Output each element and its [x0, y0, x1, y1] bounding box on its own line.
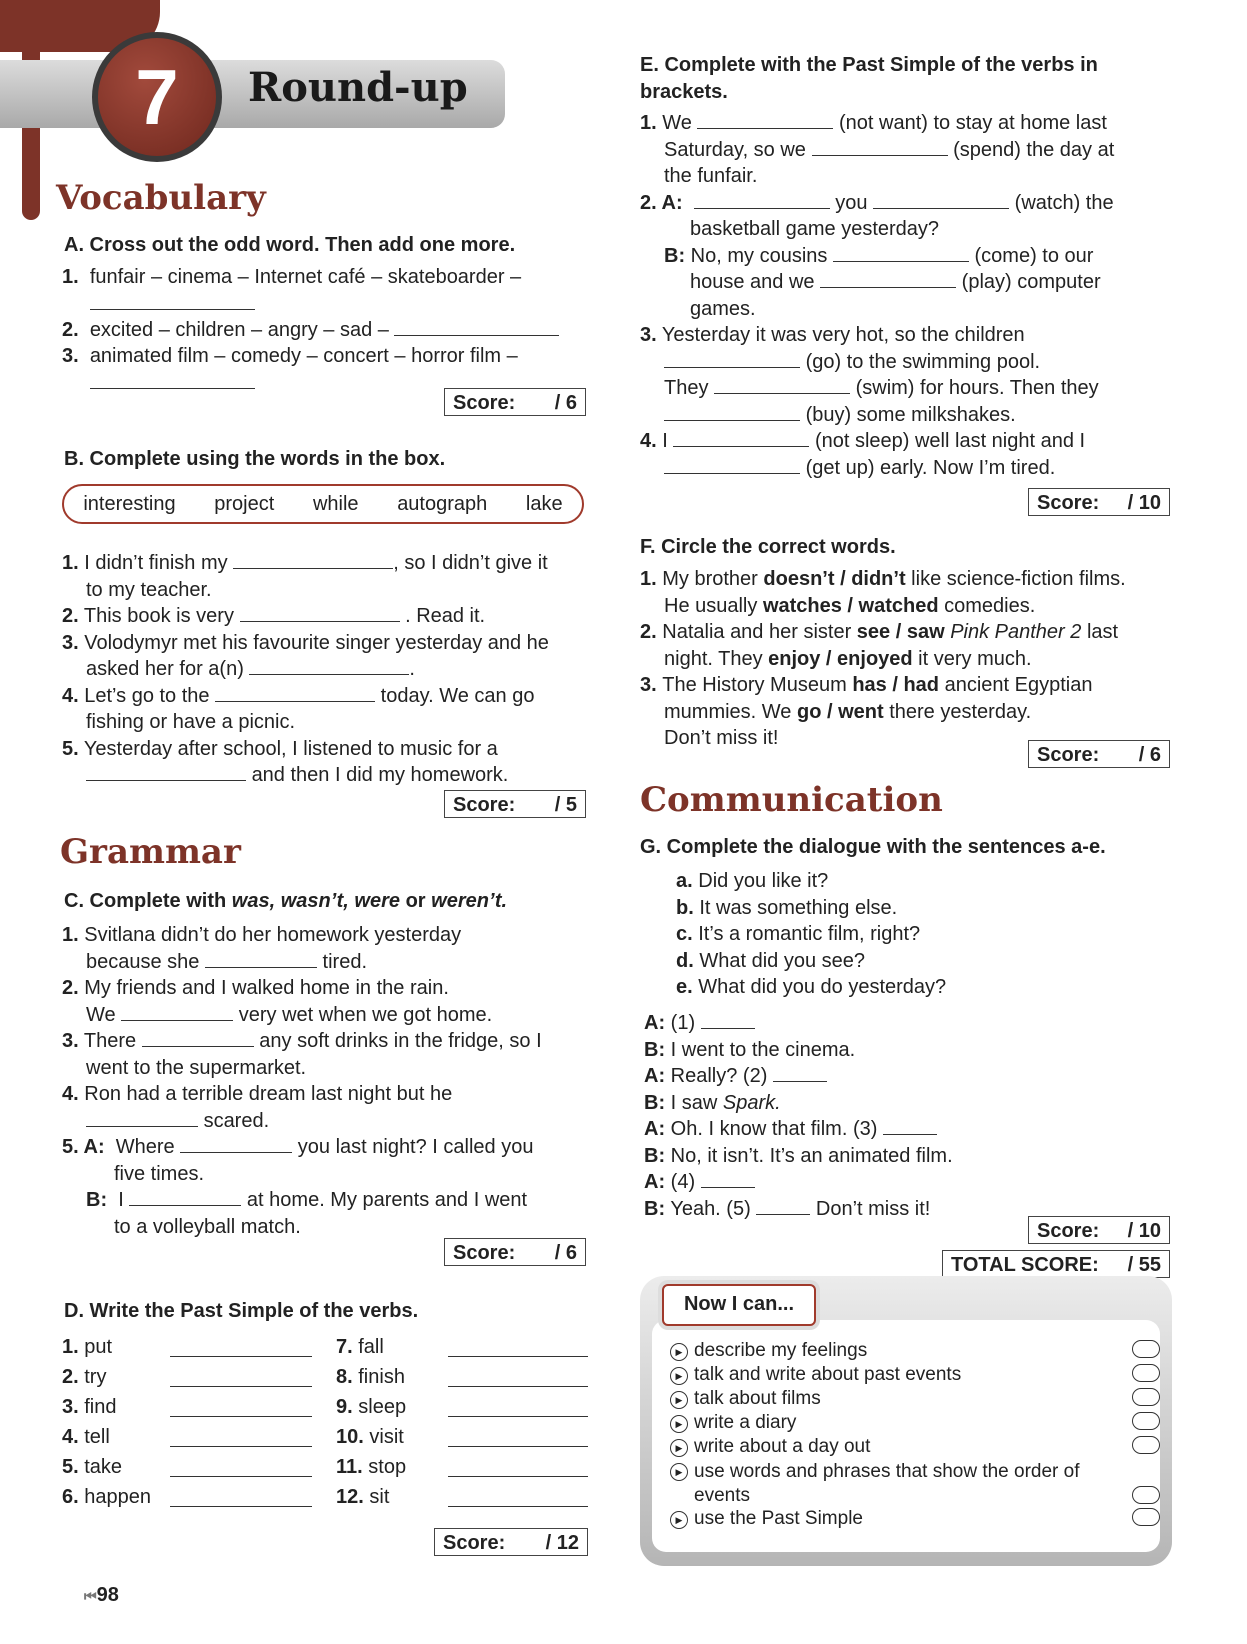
- dialogue-line: A: Really? (2): [644, 1063, 953, 1090]
- list-item: games.: [690, 297, 756, 320]
- answer-blank[interactable]: [694, 190, 830, 209]
- answer-blank[interactable]: [205, 949, 317, 968]
- answer-blank[interactable]: [233, 550, 393, 569]
- list-item: 2. This book is very . Read it.: [62, 605, 486, 627]
- dialogue-line: B: Yeah. (5) Don’t miss it!: [644, 1197, 931, 1220]
- list-item: 4. Ron had a terrible dream last night but he: [62, 1083, 453, 1105]
- list-item: 3. animated film – comedy – concert – horror film –: [62, 345, 518, 367]
- play-icon: ▶: [670, 1439, 688, 1457]
- can-do-item: ▶ use words and phrases that show the order of events: [670, 1460, 1160, 1508]
- list-item: 4. Let’s go to the today. We can go: [62, 684, 535, 707]
- answer-blank[interactable]: [86, 762, 246, 781]
- answer-blank[interactable]: [170, 1398, 312, 1417]
- unit-title: Round-up: [248, 64, 468, 111]
- answer-blank[interactable]: [129, 1187, 241, 1206]
- score-box-a: Score: / 6: [444, 388, 586, 416]
- score-box-g: Score: / 10: [1028, 1216, 1170, 1244]
- checkbox-oval[interactable]: [1132, 1388, 1160, 1406]
- verb-row: 12. sit: [336, 1482, 596, 1512]
- answer-blank[interactable]: [180, 1134, 292, 1153]
- task-b-title: B. Complete using the words in the box.: [64, 448, 446, 470]
- answer-blank[interactable]: [664, 402, 800, 421]
- list-item: 2. Natalia and her sister see / saw Pink Panther 2 last: [640, 621, 1119, 643]
- answer-blank[interactable]: [170, 1458, 312, 1477]
- answer-blank[interactable]: [833, 243, 969, 262]
- answer-blank[interactable]: [664, 349, 800, 368]
- list-item: 5. Yesterday after school, I listened to music for a: [62, 737, 498, 760]
- answer-blank[interactable]: [448, 1338, 588, 1357]
- task-a-list: [62, 264, 592, 396]
- dialogue-line: A: (1): [644, 1010, 953, 1037]
- list-item: to my teacher.: [86, 578, 212, 601]
- score-box-f: Score: / 6: [1028, 740, 1170, 768]
- verb-row: 11. stop: [336, 1452, 596, 1482]
- dialogue-line: B: I saw Spark.: [644, 1091, 781, 1114]
- verb-row: 10. visit: [336, 1422, 596, 1452]
- answer-blank[interactable]: [873, 190, 1009, 209]
- list-item: (get up) early. Now I’m tired.: [640, 455, 1200, 482]
- answer-blank[interactable]: [773, 1063, 827, 1082]
- list-item: 3. Yesterday it was very hot, so the children: [640, 324, 1025, 346]
- verb-row: 9. sleep: [336, 1392, 596, 1422]
- list-item: asked her for a(n) .: [86, 658, 415, 680]
- play-icon: ▶: [670, 1463, 688, 1481]
- answer-blank[interactable]: [701, 1169, 755, 1188]
- checkbox-oval[interactable]: [1132, 1508, 1160, 1526]
- play-icon: ▶: [670, 1415, 688, 1433]
- list-item: (buy) some milkshakes.: [640, 402, 1200, 429]
- can-do-item: ▶ write a diary: [670, 1412, 1160, 1436]
- can-do-item: ▶ talk about films: [670, 1388, 1160, 1412]
- now-i-can-list: [670, 1340, 1160, 1532]
- verb-row: 4. tell: [62, 1422, 322, 1452]
- verb-row: 6. happen: [62, 1482, 322, 1512]
- list-item: 2. My friends and I walked home in the rain.: [62, 977, 449, 999]
- word-box-item: project: [214, 492, 275, 515]
- list-item: to a volleyball match.: [114, 1215, 301, 1238]
- dialogue-line: B: I went to the cinema.: [644, 1038, 856, 1061]
- list-item: We very wet when we got home.: [86, 1003, 493, 1026]
- dialogue-line: A: Oh. I know that film. (3): [644, 1116, 953, 1143]
- answer-blank[interactable]: [394, 317, 559, 336]
- word-box-item: interesting: [83, 492, 176, 515]
- verb-row: 7. fall: [336, 1332, 596, 1362]
- answer-blank[interactable]: [90, 291, 255, 310]
- answer-blank[interactable]: [448, 1458, 588, 1477]
- score-box-e: Score: / 10: [1028, 488, 1170, 516]
- answer-blank[interactable]: [121, 1002, 233, 1021]
- dialogue-line: B: No, it isn’t. It’s an animated film.: [644, 1144, 953, 1167]
- answer-blank[interactable]: [90, 370, 255, 389]
- list-item: e. What did you do yesterday?: [676, 976, 947, 998]
- list-item: They (swim) for hours. Then they: [664, 377, 1099, 399]
- task-c-title: C. Complete with was, wasn’t, were or weren’t.: [64, 890, 508, 912]
- list-item: basketball game yesterday?: [690, 218, 940, 240]
- checkbox-oval[interactable]: [1132, 1436, 1160, 1454]
- list-item: [62, 291, 592, 317]
- word-box-item: while: [312, 492, 359, 515]
- list-item: c. It’s a romantic film, right?: [676, 923, 921, 945]
- play-icon: ▶: [670, 1367, 688, 1385]
- task-f-list: [640, 566, 1200, 752]
- task-e-title: E. Complete with the Past Simple of the verbs in brackets.: [640, 54, 1098, 103]
- answer-blank[interactable]: [883, 1116, 937, 1135]
- task-g-title: G. Complete the dialogue with the sentences a-e.: [640, 836, 1106, 858]
- section-title-communication: Communication: [640, 780, 943, 820]
- play-icon: ▶: [670, 1391, 688, 1409]
- answer-blank[interactable]: [215, 683, 375, 702]
- answer-blank[interactable]: [448, 1398, 588, 1417]
- answer-blank[interactable]: [448, 1428, 588, 1447]
- list-item: went to the supermarket.: [86, 1056, 307, 1079]
- list-item: 1. I didn’t finish my , so I didn’t give it: [62, 552, 548, 574]
- list-item: b. It was something else.: [676, 896, 898, 919]
- checkbox-oval[interactable]: [1132, 1340, 1160, 1358]
- word-box-item: autograph: [397, 492, 488, 515]
- can-do-item: ▶ write about a day out: [670, 1436, 1160, 1460]
- answer-blank[interactable]: [697, 110, 833, 129]
- play-icon: ▶: [670, 1511, 688, 1529]
- task-c-list: [62, 922, 602, 1240]
- list-item: house and we (play) computer: [690, 271, 1101, 293]
- answer-blank[interactable]: [756, 1196, 810, 1215]
- answer-blank[interactable]: [249, 656, 409, 675]
- task-d-left-column: [62, 1332, 322, 1512]
- task-b-list: [62, 550, 602, 789]
- verb-row: 3. find: [62, 1392, 322, 1422]
- verb-row: 8. finish: [336, 1362, 596, 1392]
- answer-blank[interactable]: [240, 603, 400, 622]
- list-item: the funfair.: [664, 165, 758, 187]
- can-do-item: ▶ talk and write about past events: [670, 1364, 1160, 1388]
- answer-blank[interactable]: [664, 455, 800, 474]
- score-box-d: Score: / 12: [434, 1528, 588, 1556]
- section-title-vocabulary: Vocabulary: [56, 178, 266, 218]
- task-e-list: [640, 110, 1200, 481]
- answer-blank[interactable]: [812, 137, 948, 156]
- answer-blank[interactable]: [142, 1028, 254, 1047]
- checkbox-oval[interactable]: [1132, 1412, 1160, 1430]
- list-item: and then I did my homework.: [62, 762, 602, 789]
- play-icon: ▶: [670, 1343, 688, 1361]
- total-score-box: TOTAL SCORE: / 55: [942, 1250, 1170, 1278]
- checkbox-oval[interactable]: [1132, 1364, 1160, 1382]
- list-item: a. Did you like it?: [676, 870, 829, 892]
- list-item: 1. Svitlana didn’t do her homework yesterday: [62, 924, 462, 946]
- list-item: 5. A: Where you last night? I called you: [62, 1136, 534, 1158]
- list-item: 2. excited – children – angry – sad –: [62, 317, 592, 344]
- verb-row: 2. try: [62, 1362, 322, 1392]
- checkbox-oval[interactable]: [1132, 1486, 1160, 1504]
- can-do-item: ▶ describe my feelings: [670, 1340, 1160, 1364]
- answer-blank[interactable]: [673, 428, 809, 447]
- answer-blank[interactable]: [170, 1368, 312, 1387]
- list-item: 2. A: you (watch) the: [640, 191, 1114, 214]
- task-f-title: F. Circle the correct words.: [640, 536, 896, 558]
- list-item: (go) to the swimming pool.: [640, 349, 1200, 376]
- list-item: 4. I (not sleep) well last night and I: [640, 430, 1086, 452]
- answer-blank[interactable]: [86, 1108, 198, 1127]
- answer-blank[interactable]: [820, 269, 956, 288]
- verb-row: 5. take: [62, 1452, 322, 1482]
- list-item: 1. funfair – cinema – Internet café – skateboarder –: [62, 266, 522, 288]
- list-item: Don’t miss it!: [664, 727, 779, 749]
- task-d-title: D. Write the Past Simple of the verbs.: [64, 1300, 419, 1322]
- list-item: B: I at home. My parents and I went: [86, 1189, 528, 1211]
- score-box-c: Score: / 6: [444, 1238, 586, 1266]
- answer-blank[interactable]: [701, 1010, 755, 1029]
- score-box-b: Score: / 5: [444, 790, 586, 818]
- section-title-grammar: Grammar: [60, 832, 241, 872]
- list-item: B: No, my cousins (come) to our: [664, 244, 1094, 267]
- page-number: ⏮98: [84, 1584, 119, 1606]
- word-box: [62, 484, 584, 524]
- now-i-can-title: Now I can...: [662, 1284, 816, 1326]
- answer-blank[interactable]: [448, 1368, 588, 1387]
- answer-blank[interactable]: [170, 1488, 312, 1507]
- list-item: Saturday, so we (spend) the day at: [664, 138, 1115, 161]
- answer-blank[interactable]: [170, 1338, 312, 1357]
- list-item: mummies. We go / went there yesterday.: [664, 700, 1032, 723]
- list-item: d. What did you see?: [676, 949, 865, 972]
- list-item: night. They enjoy / enjoyed it very much.: [664, 647, 1032, 670]
- task-a-title: A. Cross out the odd word. Then add one more.: [64, 234, 516, 256]
- answer-blank[interactable]: [448, 1488, 588, 1507]
- word-box-item: lake: [525, 492, 563, 515]
- verb-row: 1. put: [62, 1332, 322, 1362]
- can-do-item: ▶ use the Past Simple: [670, 1508, 1160, 1532]
- task-g-options: [676, 868, 946, 1001]
- answer-blank[interactable]: [714, 375, 850, 394]
- dialogue: [644, 1010, 953, 1222]
- list-item: He usually watches / watched comedies.: [664, 594, 1036, 617]
- list-item: scared.: [62, 1108, 602, 1135]
- list-item: 3. The History Museum has / had ancient Egyptian: [640, 674, 1093, 696]
- dialogue-line: A: (4): [644, 1169, 953, 1196]
- list-item: fishing or have a picnic.: [86, 711, 296, 733]
- answer-blank[interactable]: [170, 1428, 312, 1447]
- list-item: five times.: [114, 1162, 205, 1185]
- list-item: 1. We (not want) to stay at home last: [640, 112, 1107, 134]
- list-item: 3. Volodymyr met his favourite singer yesterday and he: [62, 631, 549, 654]
- task-d-right-column: [336, 1332, 596, 1512]
- list-item: because she tired.: [86, 950, 368, 973]
- list-item: 3. There any soft drinks in the fridge, so I: [62, 1030, 542, 1052]
- unit-number-badge: 7: [92, 32, 222, 162]
- list-item: 1. My brother doesn’t / didn’t like science-fiction films.: [640, 568, 1126, 590]
